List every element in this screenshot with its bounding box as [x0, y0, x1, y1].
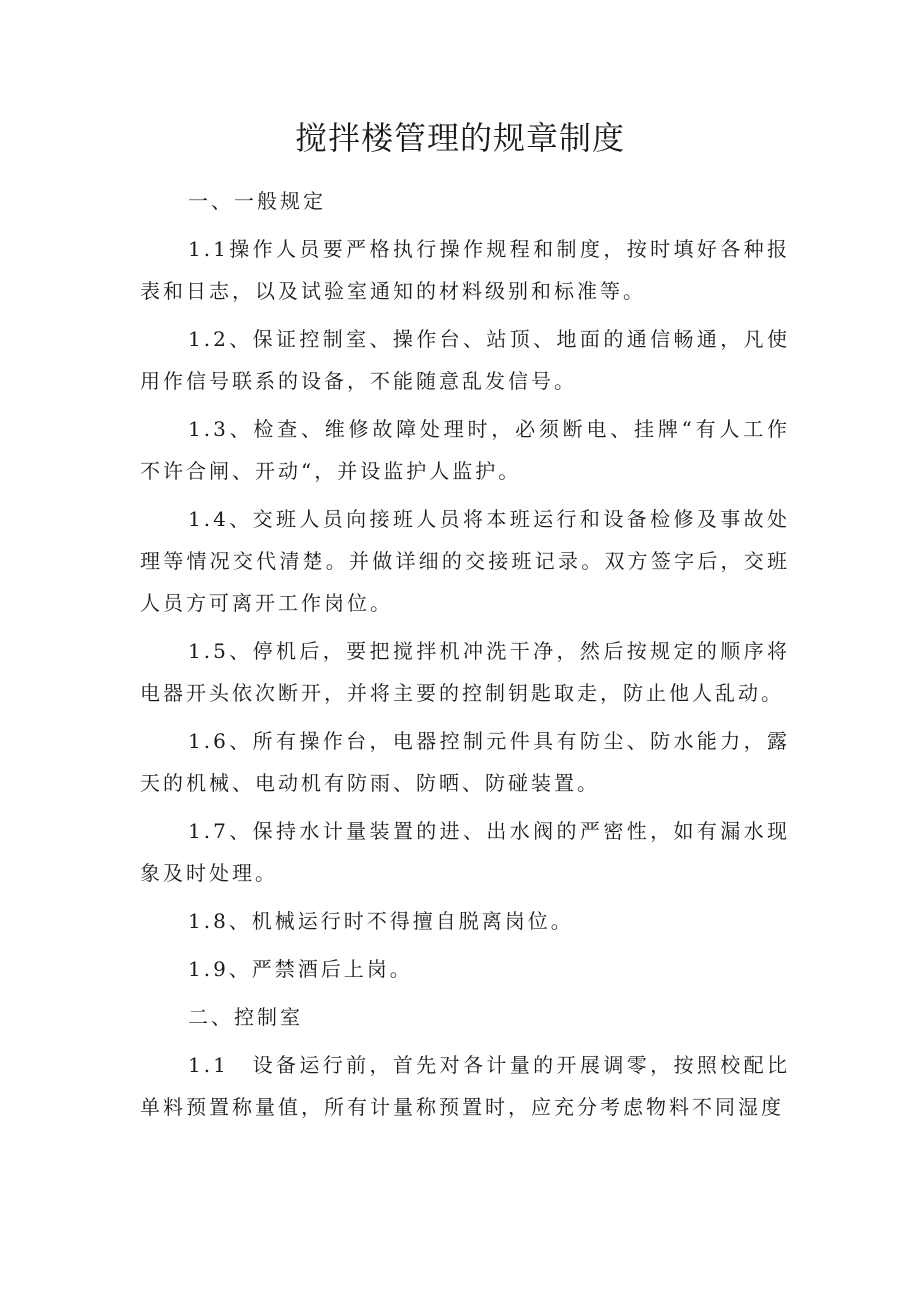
section-heading-control-room: 二、控制室	[188, 1005, 303, 1029]
paragraph-1-6: 1.6、所有操作台，电器控制元件具有防尘、防水能力，露天的机械、电动机有防雨、防晒、防碰装置。	[140, 729, 790, 795]
paragraph-1-1: 1.1操作人员要严格执行操作规程和制度，按时填好各种报表和日志，以及试验室通知的材料级别和标准等。	[140, 237, 790, 303]
paragraph-1-4: 1.4、交班人员向接班人员将本班运行和设备检修及事故处理等情况交代清楚。并做详细的交接班记录。双方签字后，交班人员方可离开工作岗位。	[140, 507, 790, 615]
document-title: 搅拌楼管理的规章制度	[294, 119, 625, 157]
paragraph-1-8: 1.8、机械运行时不得擅自脱离岗位。	[188, 909, 574, 933]
paragraph-1-9: 1.9、严禁酒后上岗。	[188, 957, 413, 981]
paragraph-1-7: 1.7、保持水计量装置的进、出水阀的严密性，如有漏水现象及时处理。	[140, 819, 790, 885]
section-heading-general: 一、一般规定	[188, 189, 326, 213]
paragraph-1-3: 1.3、检查、维修故障处理时，必须断电、挂牌“有人工作不许合闸、开动“，并设监护人监护。	[140, 417, 790, 483]
paragraph-1-2: 1.2、保证控制室、操作台、站顶、地面的通信畅通，凡使用作信号联系的设备，不能随意乱发信号。	[140, 327, 790, 393]
paragraph-1-5: 1.5、停机后，要把搅拌机冲洗干净，然后按规定的顺序将电器开头依次断开，并将主要的控制钥匙取走，防止他人乱动。	[140, 639, 790, 705]
document-body	[140, 180, 790, 1134]
paragraph-2-1-1: 1.1 设备运行前，首先对各计量的开展调零，按照校配比单料预置称量值，所有计量称预置时，应充分考虑物料不同湿度	[140, 1053, 790, 1119]
